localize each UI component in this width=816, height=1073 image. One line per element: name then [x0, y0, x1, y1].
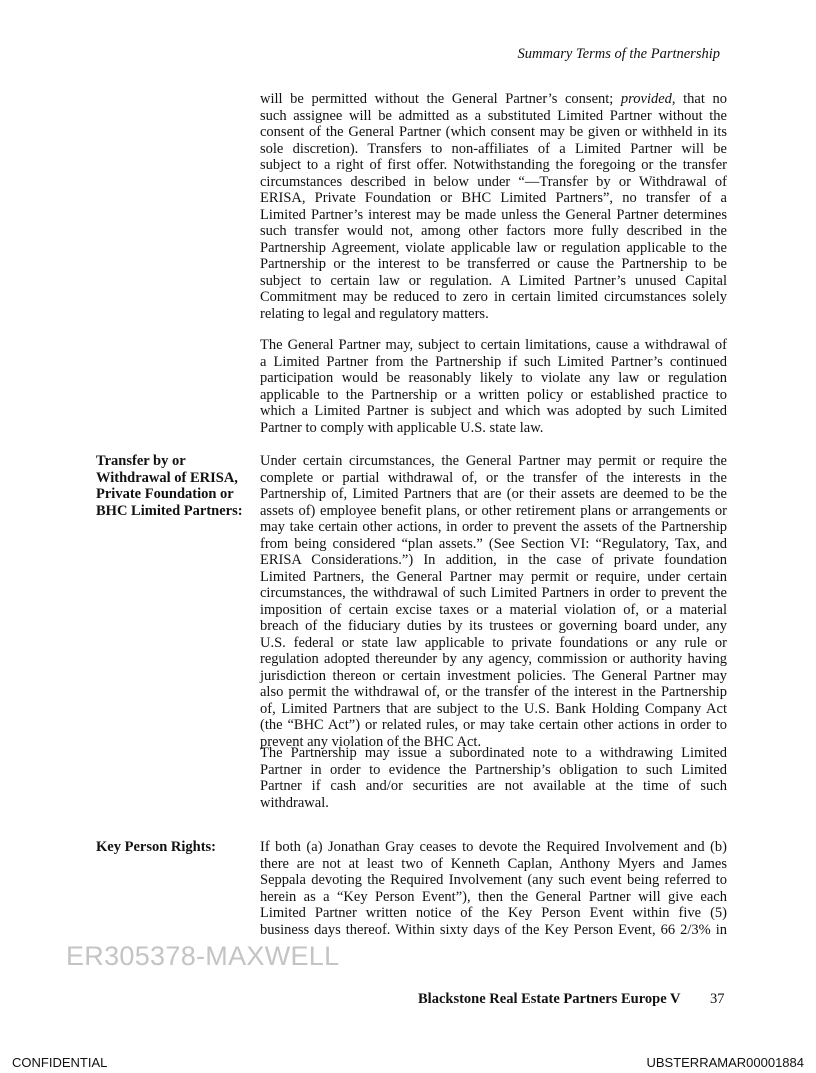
- label-line: Transfer by or: [96, 453, 186, 469]
- text-line: Partner if cash and/or securities are not available at the time of such: [260, 778, 727, 794]
- text-line: such assignee will be admitted as a substituted Limited Partner without the: [260, 107, 727, 124]
- text-line: regulation adopted thereunder by any agency, commission or authority having: [260, 651, 727, 667]
- emphasis-text: provided: [620, 91, 672, 107]
- text-segment: will be permitted without the General Partner’s consent;: [260, 91, 621, 107]
- text-line: breach of the fiduciary duties by its trustees or governing board under, any: [260, 618, 727, 634]
- text-line: a Limited Partner from the Partnership if such Limited Partner’s continued: [260, 353, 727, 370]
- text-line: Partner to comply with applicable U.S. state law.: [260, 419, 544, 436]
- text-line: If both (a) Jonathan Gray ceases to devote the Required Involvement and (b): [260, 839, 727, 855]
- text-line: circumstances, the withdrawal of such Limited Partners in order to prevent the: [260, 585, 727, 601]
- label-line: Withdrawal of ERISA,: [96, 469, 238, 486]
- section-label-transfer-withdrawal: [96, 453, 243, 519]
- text-line: complete or partial withdrawal of, or the transfer of the interests in the: [260, 469, 727, 486]
- label-line: Private Foundation or: [96, 486, 234, 502]
- text-line: sole discretion). Transfers to non-affiliates of a Limited Partner will be: [260, 140, 727, 157]
- text-line: ERISA, Private Foundation or BHC Limited Partners”, no transfer of a: [260, 190, 727, 206]
- text-line: also permit the withdrawal of, or the transfer of the interest in the Partnership: [260, 684, 727, 700]
- paragraph-key-person: [260, 839, 727, 938]
- text-line: of, Limited Partners that are subject to the U.S. Bank Holding Company Act: [260, 700, 727, 717]
- label-line: Key Person Rights:: [96, 839, 217, 855]
- text-line: jurisdiction thereon or certain investment policies. The General Partner may: [260, 667, 727, 684]
- text-line: business days thereof. Within sixty days of the Key Person Event, 66 2/3% in: [260, 921, 727, 938]
- paragraph-transfer-restrictions: [260, 91, 727, 322]
- text-line: Partnership or the interest to be transferred or cause the Partnership to be: [260, 256, 727, 272]
- text-line: Limited Partner written notice of the Key Person Event within five (5): [260, 905, 727, 921]
- text-line: participation would be reasonably likely to violate any law or regulation: [260, 370, 727, 386]
- section-label-key-person: [96, 839, 216, 856]
- text-line: The Partnership may issue a subordinated note to a withdrawing Limited: [260, 745, 727, 761]
- text-line: which a Limited Partner is subject and which was adopted by such Limited: [260, 403, 727, 419]
- text-line: Partnership Agreement, violate applicable law or regulation applicable to the: [260, 239, 727, 256]
- text-line: Under certain circumstances, the General Partner may permit or require the: [260, 453, 727, 469]
- text-line: Commitment may be reduced to zero in certain limited circumstances solely: [260, 289, 727, 305]
- text-line: Limited Partners, the General Partner may permit or require, under certain: [260, 568, 727, 585]
- footer-document-title: Blackstone Real Estate Partners Europe V: [418, 991, 681, 1007]
- text-line: Partnership of, Limited Partners that are (or their assets are deemed to be the: [260, 486, 727, 502]
- confidential-marking: CONFIDENTIAL: [12, 1055, 108, 1070]
- text-line: from being considered “plan assets.” (See Section VI: “Regulatory, Tax, and: [260, 535, 727, 552]
- bates-number: UBSTERRAMAR00001884: [646, 1055, 804, 1070]
- text-line: imposition of certain excise taxes or a material violation of, or a material: [260, 601, 727, 618]
- text-line: Seppala devoting the Required Involvement (any such event being referred to: [260, 872, 727, 888]
- text-line: herein as a “Key Person Event”), then the General Partner will give each: [260, 888, 727, 905]
- paragraph-withdrawal: [260, 337, 727, 436]
- text-line: assets of) employee benefit plans, or other retirement plans or arrangements or: [260, 502, 727, 519]
- running-header: Summary Terms of the Partnership: [517, 46, 720, 62]
- text-line: (the “BHC Act”) or related rules, or may take certain other actions in order to: [260, 717, 727, 733]
- text-line: [260, 91, 727, 108]
- text-line: consent of the General Partner (which consent may be given or withheld in its: [260, 124, 727, 140]
- watermark-stamp: ER305378-MAXWELL: [66, 941, 340, 971]
- text-line: Partner in order to evidence the Partnership’s obligation to such Limited: [260, 761, 727, 778]
- text-line: subject to a right of first offer. Notwithstanding the foregoing or the transfer: [260, 157, 727, 173]
- text-line: there are not at least two of Kenneth Caplan, Anthony Myers and James: [260, 855, 727, 872]
- text-line: relating to legal and regulatory matters.: [260, 305, 489, 322]
- text-line: withdrawal.: [260, 794, 329, 811]
- text-line: subject to certain law or regulation. A Limited Partner’s unused Capital: [260, 272, 727, 289]
- text-line: U.S. federal or state law applicable to private foundations or any rule or: [260, 634, 727, 651]
- text-line: may take certain other actions, in order to prevent the assets of the Partnership: [260, 519, 727, 535]
- page-number: 37: [710, 991, 725, 1007]
- text-line: applicable to the Partnership or a written policy or established practice to: [260, 386, 727, 403]
- text-line: such transfer would not, among other factors more fully described in the: [260, 223, 727, 239]
- text-segment: , that no: [671, 91, 727, 107]
- label-line: BHC Limited Partners:: [96, 502, 243, 519]
- text-line: circumstances described in below under “—Transfer by or Withdrawal of: [260, 173, 727, 190]
- text-line: ERISA Considerations.”) In addition, in the case of private foundation: [260, 552, 727, 568]
- paragraph-erisa-bhc: [260, 453, 727, 750]
- text-line: prevent any violation of the BHC Act.: [260, 733, 482, 750]
- paragraph-subordinated-note: [260, 745, 727, 811]
- text-line: Limited Partner’s interest may be made unless the General Partner determines: [260, 206, 727, 223]
- text-line: The General Partner may, subject to certain limitations, cause a withdrawal of: [260, 337, 727, 353]
